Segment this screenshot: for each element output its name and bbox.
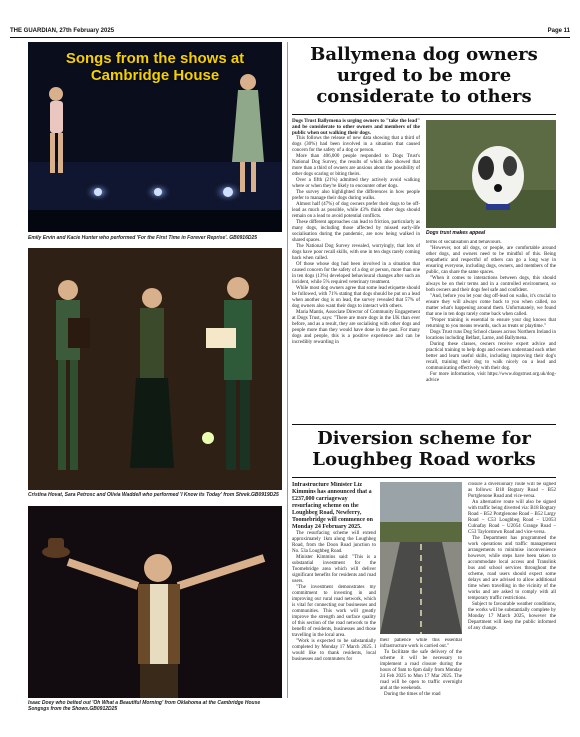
article2-column1: [292, 482, 376, 698]
dog-photo: [426, 120, 556, 228]
article1-paragraph: For more information, visit https://www.dogstrust.org.uk/dog-advice: [426, 372, 556, 383]
article1-paragraph: "And, before you let your dog off-lead on walks, it's crucial to ensure they will always come back to you when called, no matter what's happening around them. Unfortunately, we found that one in ten dogs rarely come back when called.: [426, 294, 556, 317]
article2-paragraph: The resurfacing scheme will extend approximately 1km along the Loughbeg Road, from the Doon Road junction to No. 53a Loughbeg Road.: [292, 531, 376, 554]
article1-paragraph: The survey also highlighted the differences in how people prefer to manage their dogs during walks.: [292, 190, 420, 201]
article1-column2: [426, 240, 556, 420]
article2-rule: [292, 477, 556, 478]
article1-paragraph: The National Dog Survey revealed, worryingly, that lots of dogs have poor recall skills, with one in ten dogs rarely coming back when called.: [292, 244, 420, 261]
article2-paragraph: The Department has programmed the work operations and traffic management arrangements to minimise inconvenience however, while steps have been taken to accommodate local access and Translink bus and school services throughout the scheme, road users should expect some delays and are advised to allow additional time when travelling in the vicinity of the works and are asked to comply with all temporary traffic restrictions.: [468, 536, 556, 601]
article1-column1: [292, 118, 420, 418]
article1-paragraph: Dogs Trust Ballymena is urging owners to "take the lead" and be considerate to other owners and members of the public when out walking their dogs.: [292, 118, 420, 136]
road-photo-image: [380, 482, 462, 634]
page-number: Page 11: [547, 28, 570, 34]
stage-photo-3-image: [28, 506, 282, 698]
article1-paragraph: While most dog owners agree that some lead etiquette should be followed, with 71% stating that dogs should be put on a lead when another dog is on lead, the survey revealed that 57% of dog owners also want their dogs to interact with others.: [292, 286, 420, 309]
article2-paragraph: their patience while this essential infrastructure work is carried out.": [380, 638, 462, 649]
article2-paragraph: Subject to favourable weather conditions, the works will be substantially complete by Monday 17 March 2025, however the Department will keep the public informed of any change.: [468, 602, 556, 631]
dog-photo-image: [426, 120, 556, 228]
article2-top-rule: [292, 424, 556, 425]
dog-photo-caption: Dogs trust makes appeal: [426, 230, 486, 236]
article1-headline: Ballymena dog owners urged to be more considerate to others: [310, 44, 538, 107]
article2-paragraph: During the times of the road: [384, 692, 441, 697]
photo2-caption: Cristina Hovat, Sara Petrosc and Olivia Waddell who performed 'I Know its Today' from Shrek.GB0919D25: [28, 492, 279, 498]
stage-photo-2-image: [28, 248, 282, 490]
article1-rule: [292, 114, 556, 115]
photo-banner: Songs from the shows at Cambridge House: [65, 50, 245, 84]
article2-column3: [468, 482, 556, 698]
article2-paragraph: To facilitate the safe delivery of the scheme it will be necessary to implement a road closure during the hours of 9am to 6pm daily from Monday 24 Feb 2025 to Mon 17 Mar 2025. The road will be open to traffic overnight and at the weekends.: [380, 650, 462, 691]
top-rule: [10, 37, 570, 38]
article1-paragraph: Over a fifth (21%) admitted they actively avoid walking where or when they're likely to encounter other dogs.: [292, 178, 420, 189]
stage-photo-3: [28, 506, 282, 698]
photo3-caption: Isaac Doey who belted out 'Oh What a Beautiful Morning' from Oklahoma at the Cambridge House Songsgs from the Shows.GB0912D25: [28, 700, 261, 712]
article2-column2: [380, 638, 462, 698]
article1-paragraph: Almost half (47%) of dog owners prefer their dogs to be off-lead as much as possible, while 43% think other dogs should remain on a lead to avoid potential conflicts.: [292, 202, 420, 219]
article1-paragraph: During these classes, owners receive expert advice and practical training to help dogs and owners understand each other better and learn useful skills, including improving their dog's recall, training their dog to walk nicely on a lead and communicating effectively with their dog.: [426, 342, 556, 371]
photo1-caption: Emily Ervin and Kacie Hunter who performed 'For the First Time in Forever Reprise'. GB0916D25: [28, 235, 258, 241]
article1-paragraph: "However, not all dogs, or people, are comfortable around other dogs, and owners need to be mindful of this. Being empathetic and respectful of others can go a long way in ensuring everyone, including dogs, owners, and members of the public, can share the same spaces.: [426, 246, 556, 275]
article2-headline: Diversion scheme for Loughbeg Road works: [312, 428, 536, 470]
article2-paragraph: An alternative route will also be signed with traffic being diverted via: B18 Bogtary Road – B52 Portglenone Road – B52 Largy Road – C53 Loughbeg Road – U2053 Culnafay Road – U2054 Grange Road – C53 Taylorstown Road and vice-versa.: [468, 500, 556, 535]
column-divider: [287, 42, 288, 698]
road-photo: [380, 482, 462, 634]
stage-photo-2: [28, 248, 282, 490]
article2-paragraph: "The investment demonstrates my commitment to investing in and improving our rural road network, which is vital for connecting our businesses and communities. This work will greatly improve the strength and surface quality of this section of the road network to the benefit of residents, businesses and those travelling in the local area.: [292, 585, 376, 638]
stage-photo-1: [28, 42, 282, 232]
article1-paragraph: "When it comes to interactions between dogs, this should always be on their terms and in a controlled environment, so both owners and their dogs feel safe and confident.: [426, 276, 556, 293]
article1-paragraph: terms of socialisation and behaviours.: [426, 240, 502, 245]
article1-paragraph: These different approaches can lead to friction, particularly as many dogs, including those affected by missed early-life socialisation during the pandemic, are now being walked in shared spaces.: [292, 220, 420, 243]
article1-paragraph: This follows the release of new data showing that a third of dogs (30%) had been involved in a situation that caused concern for the safety of a dog or person.: [292, 136, 420, 153]
article1-paragraph: Of those whose dog had been involved in a situation that caused concern for the safety of a dog or person, more than one in ten dogs (13%) developed behavioural changes after such an incident, while 5% required veterinary treatment.: [292, 262, 420, 285]
article1-paragraph: More than 406,000 people responded to Dogs Trust's National Dog Survey, the results of which also showed that more than a third of owners are anxious about the possibility of other dogs scaring or biting theirs.: [292, 154, 420, 177]
article1-paragraph: Maria Mantis, Associate Director of Community Engagement at Dogs Trust, says: "There are more dogs in the UK than ever before, and as a result, they are socialising with other dogs and people more than they would have done in the past. For many dogs and people, this is a positive experience and can be incredibly rewarding in: [292, 310, 420, 345]
article2-lead: Infrastructure Minister Liz Kimmins has announced that a £237,000 carriageway resurfacing scheme on the Loughbeg Road, Newferry, Toomebridge will commence on Monday 24 February 2025.: [292, 482, 373, 530]
article1-paragraph: Dogs Trust runs Dog School classes across Northern Ireland in locations including Belfast, Larne, and Ballymena.: [426, 330, 556, 341]
article2-paragraph: closure a diversionary route will be signed as follows: B18 Bogtary Road – B52 Portglenone Road and vice-versa.: [468, 482, 556, 499]
article1-paragraph: "Proper training is essential to ensure your dog knows that returning to you means rewards, such as treats or playtime.": [426, 318, 556, 329]
article2-paragraph: "Work is expected to be substantially completed by Monday 17 March 2025. I would like to thank residents, local businesses and commuters for: [292, 639, 376, 662]
article2-paragraph: Minister Kimmins said: "This is a substantial investment for the Toomebridge area which will deliver significant benefits for residents and road users.: [292, 555, 376, 584]
masthead-title: THE GUARDIAN, 27th February 2025: [10, 28, 115, 34]
